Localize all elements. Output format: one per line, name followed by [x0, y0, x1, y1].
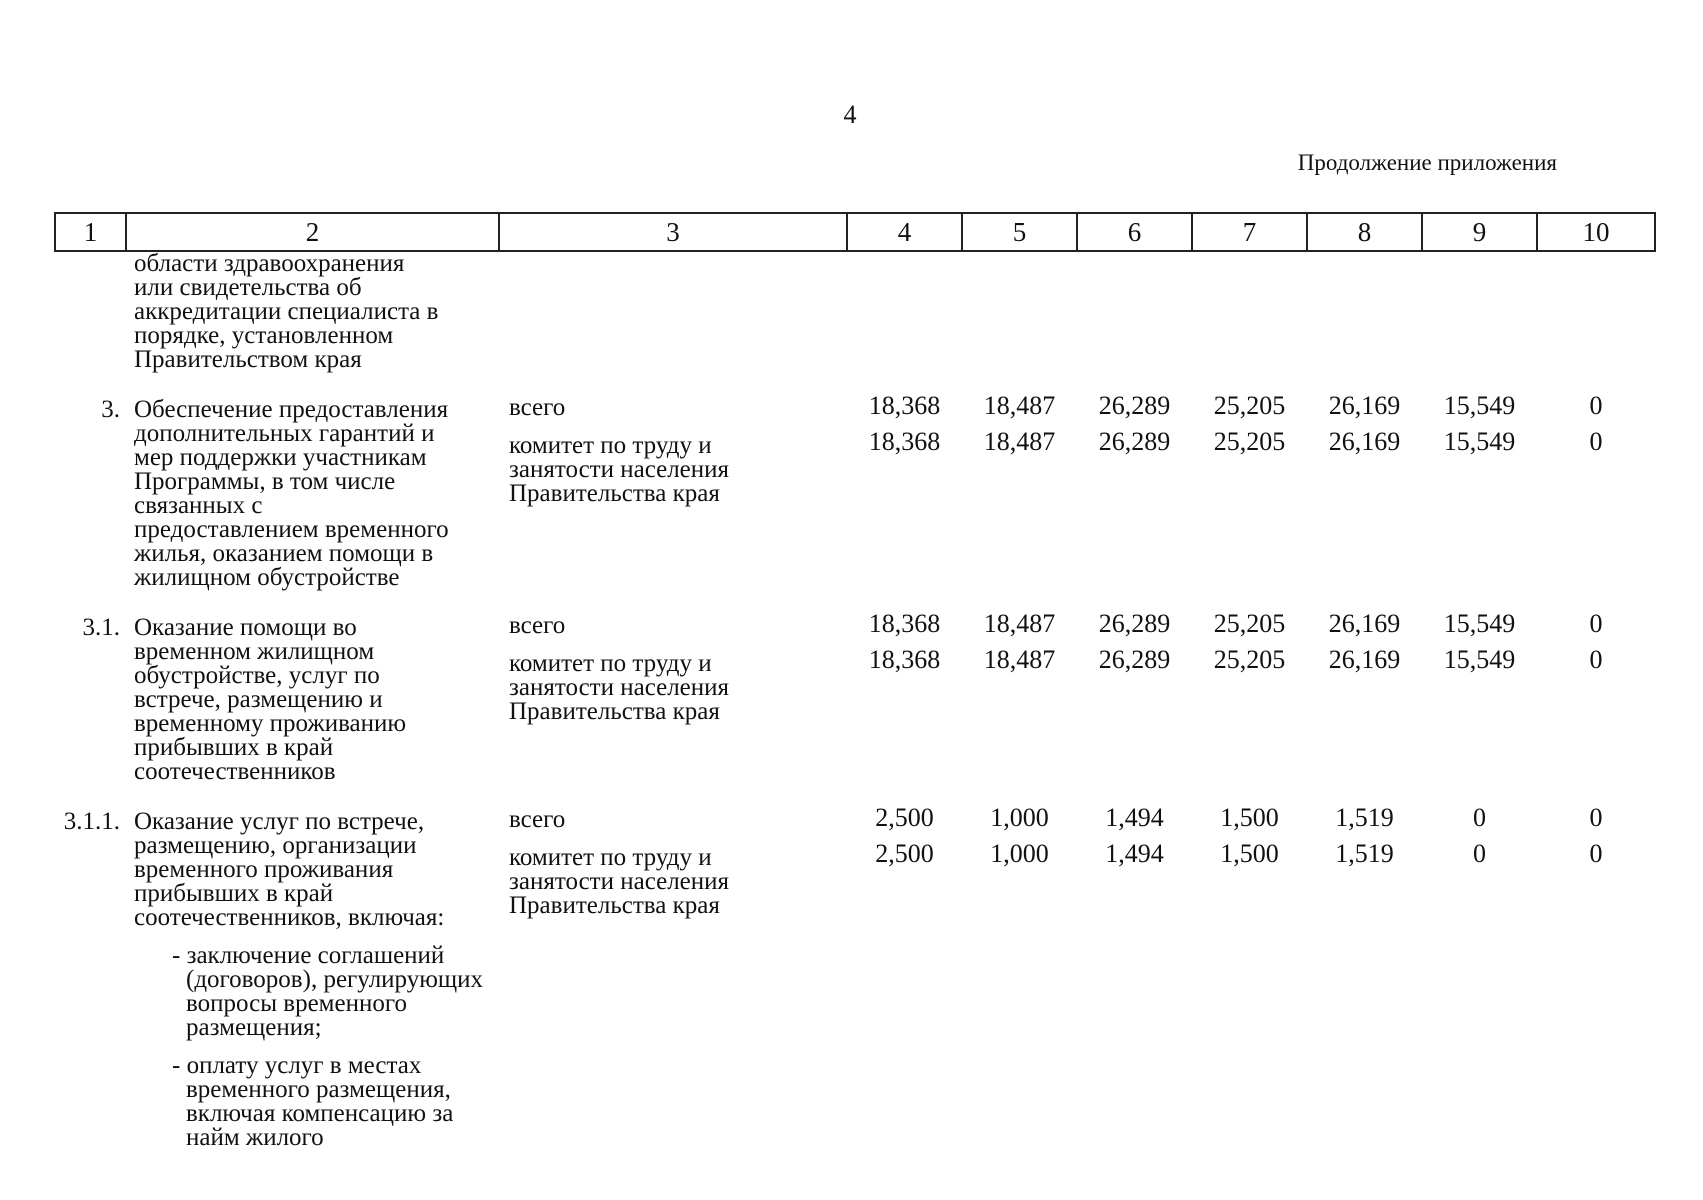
- value-col-10: [1537, 384, 1655, 590]
- description-line: предоставлением временного: [134, 516, 449, 543]
- executor-cell: [499, 796, 847, 1164]
- total-value: 1,494: [1105, 803, 1164, 832]
- description-line: встрече, размещению и: [134, 686, 383, 713]
- description-line: Правительством края: [134, 346, 362, 373]
- description-line: дополнительных гарантий и: [134, 420, 435, 447]
- executor-line: комитет по труду и: [509, 844, 712, 871]
- total-value: 26,289: [1098, 609, 1171, 638]
- header-col-7: 7: [1192, 213, 1307, 251]
- value-col-8: [1307, 602, 1422, 784]
- description-line: аккредитации специалиста в: [134, 298, 439, 325]
- sub-item: - заключение соглашений (договоров), регулирующих вопросы временного размещения;: [172, 942, 484, 1041]
- sub-item: - оплату услуг в местах временного размещения, включая компенсацию за найм жилого: [172, 1052, 454, 1151]
- value-col-10: [1537, 602, 1655, 784]
- value-col-6: [1077, 384, 1192, 590]
- executor-value: 0: [1473, 839, 1486, 868]
- total-value: 1,000: [990, 803, 1049, 832]
- description-line: Оказание услуг по встрече,: [134, 808, 425, 835]
- value-col-9: [1422, 796, 1537, 1164]
- table-row: [55, 796, 1655, 1164]
- executor-value: 26,289: [1098, 427, 1171, 456]
- value-col-9: [1422, 384, 1537, 590]
- total-value: 1,519: [1335, 803, 1394, 832]
- executor-total-label: всего: [509, 806, 566, 833]
- value-col-8: [1307, 384, 1422, 590]
- code-cell: [55, 251, 126, 372]
- table-header: [55, 213, 1655, 251]
- description-line: прибывших в край: [134, 734, 334, 761]
- row-spacer: [55, 590, 1655, 602]
- value-col-5: [962, 384, 1077, 590]
- description-line: области здравоохранения: [134, 250, 405, 277]
- total-value: 0: [1473, 803, 1486, 832]
- total-value: 0: [1589, 391, 1603, 420]
- row-code: 3.1.: [82, 614, 120, 641]
- description-cell: [126, 384, 499, 590]
- description-line: временного проживания: [134, 856, 394, 883]
- total-value: 18,487: [983, 391, 1056, 420]
- description-line: Программы, в том числе: [134, 468, 396, 495]
- description-line: мер поддержки участникам: [134, 444, 427, 471]
- executor-value: 25,205: [1213, 645, 1286, 674]
- total-value: 26,169: [1328, 391, 1401, 420]
- executor-value: 26,169: [1328, 427, 1401, 456]
- table-row: [55, 602, 1655, 784]
- total-value: 18,487: [983, 609, 1056, 638]
- description-cell: [126, 602, 499, 784]
- description-cell: [126, 251, 499, 372]
- executor-line: Правительства края: [509, 698, 720, 725]
- executor-value: 1,519: [1335, 839, 1394, 868]
- executor-line: комитет по труду и: [509, 432, 712, 459]
- value-col-6: [1077, 602, 1192, 784]
- description-line: временному проживанию: [134, 710, 407, 737]
- total-value: 18,368: [868, 391, 941, 420]
- value-col-10: [1537, 796, 1655, 1164]
- executor-value: 18,368: [868, 427, 941, 456]
- total-value: 15,549: [1443, 391, 1516, 420]
- executor-value: 1,500: [1220, 839, 1279, 868]
- executor-value: 0: [1589, 645, 1603, 674]
- total-value: 0: [1589, 609, 1603, 638]
- total-value: 25,205: [1213, 391, 1286, 420]
- total-value: 18,368: [868, 609, 941, 638]
- executor-value: 15,549: [1443, 645, 1516, 674]
- executor-line: занятости населения: [509, 456, 730, 483]
- description-line: жилья, оказанием помощи в: [134, 540, 434, 567]
- description-line: соотечественников, включая:: [134, 904, 445, 931]
- value-col-5: [962, 602, 1077, 784]
- executor-value: 15,549: [1443, 427, 1516, 456]
- description-line: размещению, организации: [134, 832, 417, 859]
- description-line: или свидетельства об: [134, 274, 362, 301]
- header-col-10: 10: [1537, 213, 1655, 251]
- executor-total-label: всего: [509, 394, 566, 421]
- executor-value: 18,487: [983, 645, 1056, 674]
- executor-value: 26,169: [1328, 645, 1401, 674]
- executor-line: Правительства края: [509, 892, 720, 919]
- header-col-5: 5: [962, 213, 1077, 251]
- description-line: жилищном обустройстве: [134, 564, 400, 591]
- header-col-3: 3: [499, 213, 847, 251]
- executor-cell: [499, 384, 847, 590]
- value-col-9: [1422, 602, 1537, 784]
- header-col-9: 9: [1422, 213, 1537, 251]
- description-line: Оказание помощи во: [134, 614, 357, 641]
- row-spacer: [55, 784, 1655, 796]
- row-spacer: [55, 372, 1655, 384]
- executor-cell: [499, 602, 847, 784]
- executor-value: 26,289: [1098, 645, 1171, 674]
- description-line: обустройстве, услуг по: [134, 662, 380, 689]
- executor-line: занятости населения: [509, 674, 730, 701]
- executor-value: 0: [1589, 839, 1603, 868]
- appendix-table: [54, 212, 1656, 1164]
- total-value: 26,289: [1098, 391, 1171, 420]
- value-col-7: [1192, 796, 1307, 1164]
- value-col-8: [1307, 796, 1422, 1164]
- value-col-4: [847, 796, 962, 1164]
- total-value: 0: [1589, 803, 1603, 832]
- page-number: 4: [843, 100, 857, 129]
- header-col-2: 2: [126, 213, 499, 251]
- total-value: 25,205: [1213, 609, 1286, 638]
- header-col-6: 6: [1077, 213, 1192, 251]
- executor-value: 1,000: [990, 839, 1049, 868]
- value-col-7: [1192, 384, 1307, 590]
- description-line: временном жилищном: [134, 638, 375, 665]
- description-line: связанных с: [134, 492, 263, 519]
- header-col-1: 1: [55, 213, 126, 251]
- executor-value: 18,487: [983, 427, 1056, 456]
- total-value: 15,549: [1443, 609, 1516, 638]
- executor-value: 25,205: [1213, 427, 1286, 456]
- row-code: 3.1.1.: [63, 808, 120, 835]
- header-row: [55, 213, 1655, 251]
- empty-cells: [499, 251, 1655, 372]
- total-value: 1,500: [1220, 803, 1279, 832]
- executor-value: 2,500: [875, 839, 934, 868]
- value-col-7: [1192, 602, 1307, 784]
- value-col-5: [962, 796, 1077, 1164]
- executor-total-label: всего: [509, 612, 566, 639]
- total-value: 26,169: [1328, 609, 1401, 638]
- description-line: соотечественников: [134, 758, 336, 785]
- header-col-8: 8: [1307, 213, 1422, 251]
- table-row-continued: [55, 251, 1655, 372]
- executor-value: 18,368: [868, 645, 941, 674]
- executor-line: Правительства края: [509, 480, 720, 507]
- description-line: Обеспечение предоставления: [134, 396, 449, 423]
- total-value: 2,500: [875, 803, 934, 832]
- description-line: порядке, установленном: [134, 322, 394, 349]
- description-cell: [126, 796, 499, 1164]
- header-col-4: 4: [847, 213, 962, 251]
- row-code: 3.: [101, 396, 120, 423]
- value-col-4: [847, 384, 962, 590]
- executor-line: занятости населения: [509, 868, 730, 895]
- description-line: прибывших в край: [134, 880, 334, 907]
- sub-item-list: [134, 944, 499, 1150]
- executor-value: 0: [1589, 427, 1603, 456]
- value-col-6: [1077, 796, 1192, 1164]
- executor-line: комитет по труду и: [509, 650, 712, 677]
- continuation-label: Продолжение приложения: [1297, 150, 1557, 175]
- executor-value: 1,494: [1105, 839, 1164, 868]
- value-col-4: [847, 602, 962, 784]
- table-row: [55, 384, 1655, 590]
